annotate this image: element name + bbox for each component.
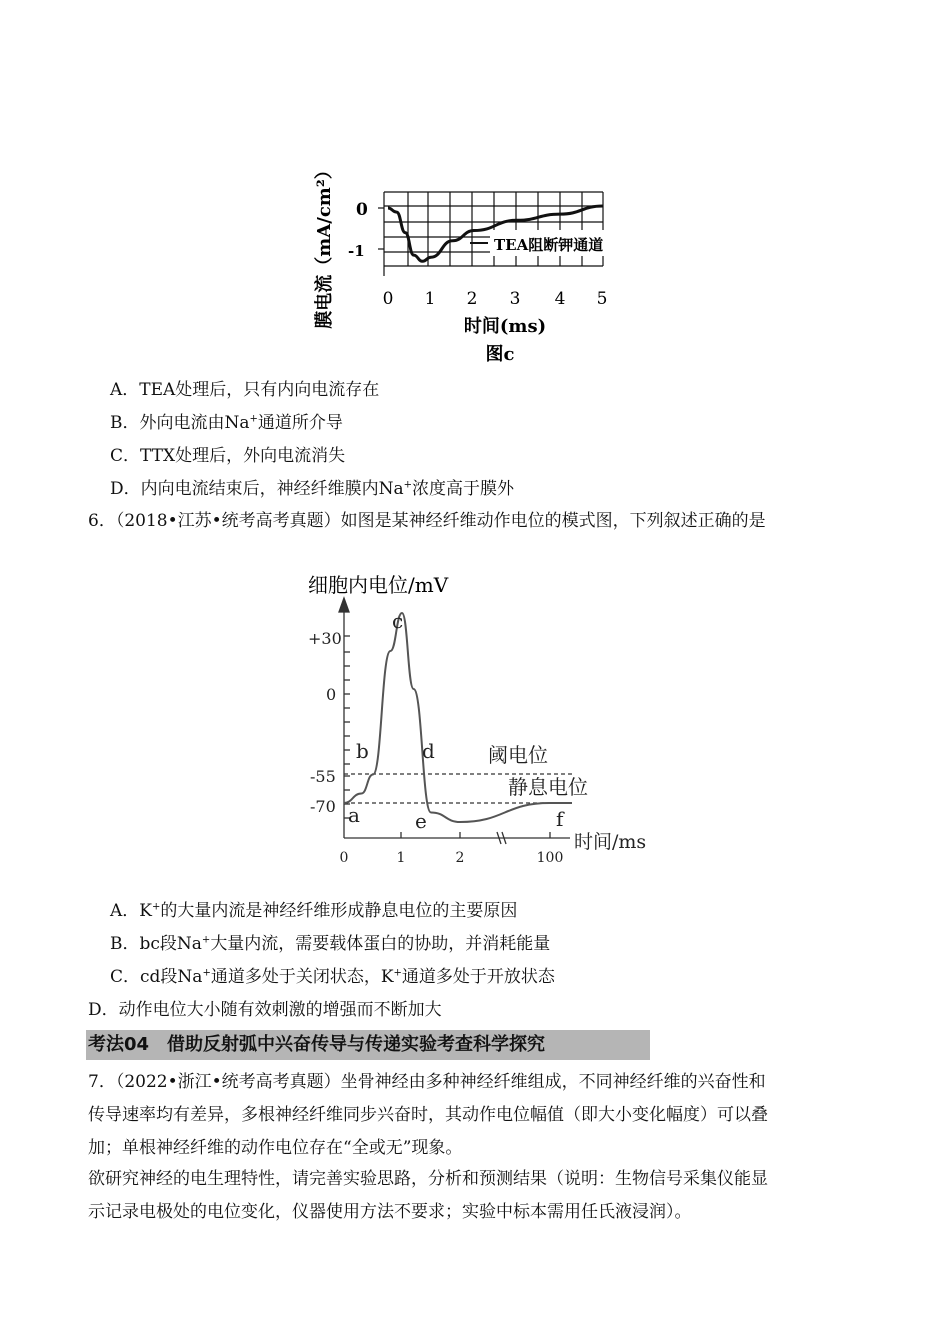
q6-option-a[interactable] (110, 899, 517, 923)
option-text: TEA处理后，只有内向电流存在 (139, 380, 380, 400)
option-text: 通道多处于开放状态 (401, 967, 555, 987)
superscript: + (151, 901, 161, 913)
option-letter: C． (110, 446, 141, 466)
figure-c-x-tick: 2 (466, 289, 478, 309)
option-letter: C． (110, 967, 141, 987)
option-text: 通道所介导 (257, 413, 343, 433)
option-text: 外向电流由Na (139, 413, 250, 433)
q6-option-c[interactable] (110, 965, 555, 989)
option-letter: D． (110, 479, 141, 499)
point-label-d: d (422, 739, 435, 763)
figure-c-annotation: TEA阻断钾通道 (494, 236, 604, 254)
ap-y-tick-0: 0 (326, 685, 337, 704)
ap-x-tick-0: 0 (339, 850, 349, 866)
option-text: 通道多处于关闭状态，K (210, 967, 394, 987)
option-letter: B． (110, 934, 140, 954)
superscript: + (202, 967, 211, 979)
option-text: TTX处理后，外向电流消失 (140, 446, 346, 466)
point-label-a: a (348, 803, 360, 827)
figure-c-y-tick-neg1: -1 (348, 242, 365, 260)
figure-c-caption: 图c (485, 344, 515, 365)
option-letter: D． (88, 1000, 119, 1020)
section-heading: 考法04 借助反射弧中兴奋传导与传递实验考查科学探究 (86, 1030, 650, 1060)
q6-stem: 6．（2018•江苏•统考高考真题）如图是某神经纤维动作电位的模式图，下列叙述正确的是 (88, 511, 766, 531)
ap-y-tick-neg55: -55 (310, 767, 336, 786)
option-text: 大量内流，需要载体蛋白的协助，并消耗能量 (210, 934, 551, 954)
q7-line-2: 传导速率均有差异，多根神经纤维同步兴奋时，其动作电位幅值（即大小变化幅度）可以叠 (88, 1105, 768, 1125)
superscript: + (201, 934, 211, 946)
option-text: 动作电位大小随有效刺激的增强而不断加大 (118, 1000, 442, 1020)
q5-option-a[interactable] (110, 378, 379, 402)
ap-y-tick-plus30: +30 (308, 629, 342, 648)
option-letter: A． (110, 901, 140, 921)
figure-c-x-axis-label: 时间(ms) (463, 316, 547, 337)
figure-c-x-tick: 3 (509, 289, 521, 309)
option-text: bc段Na (139, 934, 202, 954)
ap-x-tick-1: 1 (396, 850, 406, 866)
point-label-e: e (415, 809, 427, 833)
q5-option-c[interactable] (110, 444, 345, 468)
point-label-c: c (392, 609, 404, 633)
figure-c-x-tick: 1 (424, 289, 436, 309)
ap-axes (339, 598, 570, 844)
superscript: + (249, 413, 258, 425)
q5-option-d[interactable] (110, 477, 514, 501)
superscript: + (403, 479, 413, 491)
ap-x-tick-100: 100 (536, 850, 564, 866)
resting-label: 静息电位 (508, 775, 588, 799)
figure-c-chart (300, 130, 630, 370)
q7-line-5: 示记录电极处的电位变化，仪器使用方法不要求；实验中标本需用任氏液浸润）。 (88, 1202, 692, 1222)
ap-y-axis-label: 细胞内电位/mV (308, 573, 449, 597)
q6-option-d[interactable] (88, 998, 442, 1022)
point-label-b: b (356, 739, 369, 763)
superscript: + (393, 967, 402, 979)
option-text: cd段Na (140, 967, 203, 987)
figure-c-x-tick: 4 (554, 289, 566, 309)
action-potential-chart (300, 566, 670, 876)
figure-c-x-ticks (383, 289, 608, 309)
q6-option-b[interactable] (110, 932, 550, 956)
figure-c-x-tick: 0 (382, 289, 394, 309)
ap-x-axis-label: 时间/ms (574, 831, 647, 853)
q7-line-3: 加；单根神经纤维的动作电位存在“全或无”现象。 (88, 1138, 463, 1158)
ap-y-tick-neg70: -70 (310, 797, 336, 816)
option-text: 浓度高于膜外 (412, 479, 515, 499)
point-label-f: f (556, 807, 564, 831)
figure-c-x-tick: 5 (596, 289, 608, 309)
figure-c-y-tick-0: 0 (356, 200, 368, 220)
option-text: K (139, 901, 152, 921)
option-letter: B． (110, 413, 140, 433)
figure-c-y-axis-label: 膜电流（mA/cm²） (314, 161, 335, 329)
option-letter: A． (110, 380, 140, 400)
q5-option-b[interactable] (110, 411, 343, 435)
option-text: 内向电流结束后，神经纤维膜内Na (140, 479, 404, 499)
q7-line-1: 7．（2022•浙江•统考高考真题）坐骨神经由多种神经纤维组成，不同神经纤维的兴奋性和 (88, 1072, 766, 1092)
option-text: 的大量内流是神经纤维形成静息电位的主要原因 (160, 901, 518, 921)
ap-x-tick-2: 2 (455, 850, 465, 866)
threshold-label: 阈电位 (488, 743, 548, 767)
q7-line-4: 欲研究神经的电生理特性，请完善实验思路，分析和预测结果（说明：生物信号采集仪能显 (88, 1169, 768, 1189)
